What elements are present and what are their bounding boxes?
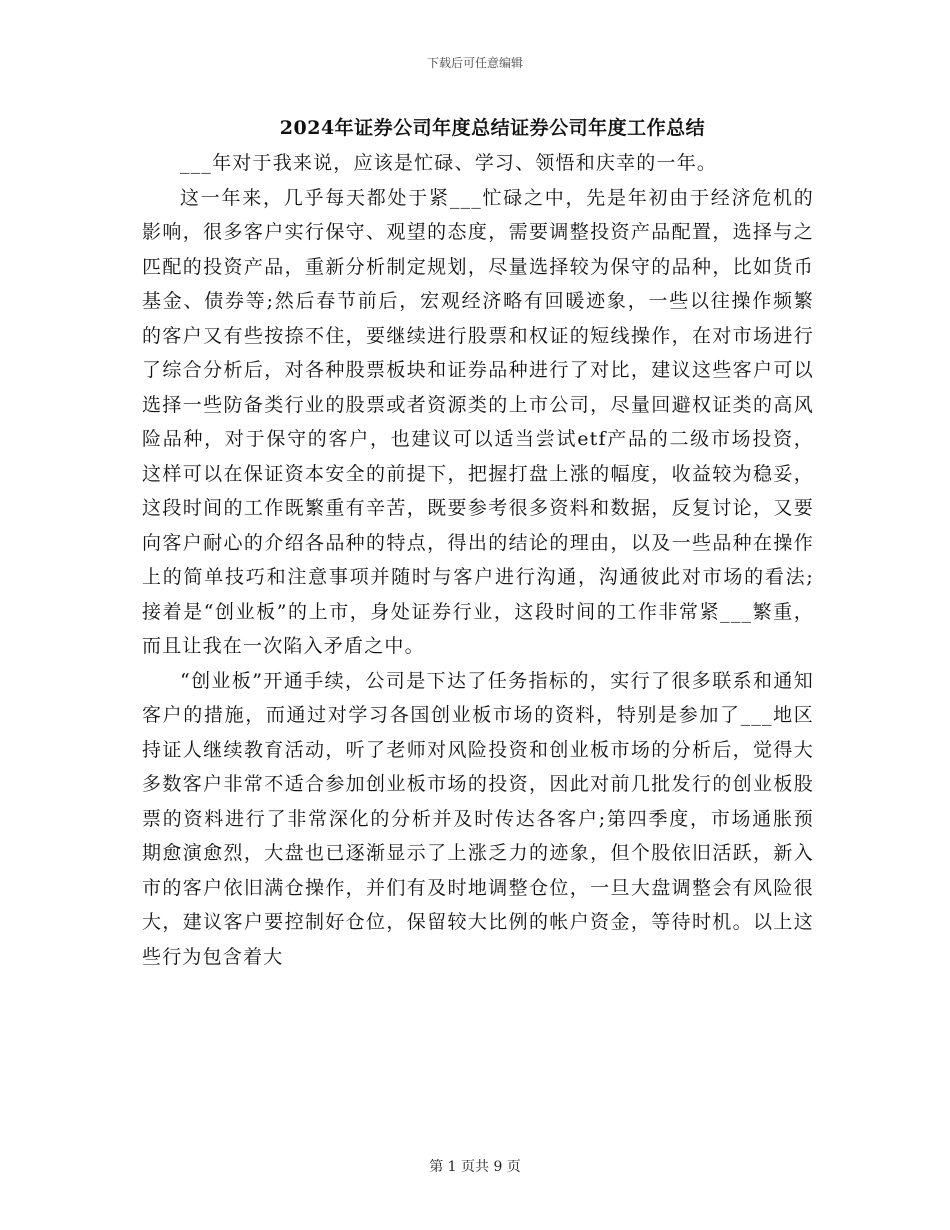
document-title: 2024年证券公司年度总结证券公司年度工作总结 (279, 117, 706, 139)
page-number: 第 1 页共 9 页 (429, 1159, 521, 1175)
document-body (142, 146, 814, 974)
paragraph-year-review: 这一年来，几乎每天都处于紧___忙碌之中，先是年初由于经济危机的影响，很多客户实行保守、观望的态度，需要调整投资产品配置，选择与之匹配的投资产品，重新分析制定规划，尽量选择较为保守的品种，比如货币基金、债券等;然后春节前后，宏观经济略有回暖迹象，一些以往操作频繁的客户又有些按捺不住，要继续进行股票和权证的短线操作，在对市场进行了综合分析后，对各种股票板块和证券品种进行了对比，建议这些客户可以选择一些防备类行业的股票或者资源类的上市公司，尽量回避权证类的高风险品种，对于保守的客户，也建议可以适当尝试etf产品的二级市场投资，这样可以在保证资本安全的前提下，把握打盘上涨的幅度，收益较为稳妥，这段时间的工作既繁重有辛苦，既要参考很多资料和数据，反复讨论，又要向客户耐心的介绍各品种的特点，得出的结论的理由，以及一些品种在操作上的简单技巧和注意事项并随时与客户进行沟通，沟通彼此对市场的看法;接着是“创业板”的上市，身处证券行业，这段时间的工作非常紧___繁重，而且让我在一次陷入矛盾之中。 (142, 186, 814, 657)
page-header-note: 下载后可任意编辑 (426, 56, 523, 70)
paragraph-intro: ___年对于我来说，应该是忙碌、学习、领悟和庆幸的一年。 (180, 152, 718, 174)
paragraph-gem-board: “创业板”开通手续，公司是下达了任务指标的，实行了很多联系和通知客户的措施，而通过对学习各国创业板市场的资料，特别是参加了___地区持证人继续教育活动，听了老师对风险投资和创业板市场的分析后，觉得大多数客户非常不适合参加创业板市场的投资，因此对前几批发行的创业板股票的资料进行了非常深化的分析并及时传达各客户;第四季度，市场通胀预期愈演愈烈，大盘也已逐渐显示了上涨乏力的迹象，但个股依旧活跃，新入市的客户依旧满仓操作，并们有及时地调整仓位，一旦大盘调整会有风险很大，建议客户要控制好仓位，保留较大比例的帐户资金，等待时机。以上这些行为包含着大 (142, 669, 814, 968)
